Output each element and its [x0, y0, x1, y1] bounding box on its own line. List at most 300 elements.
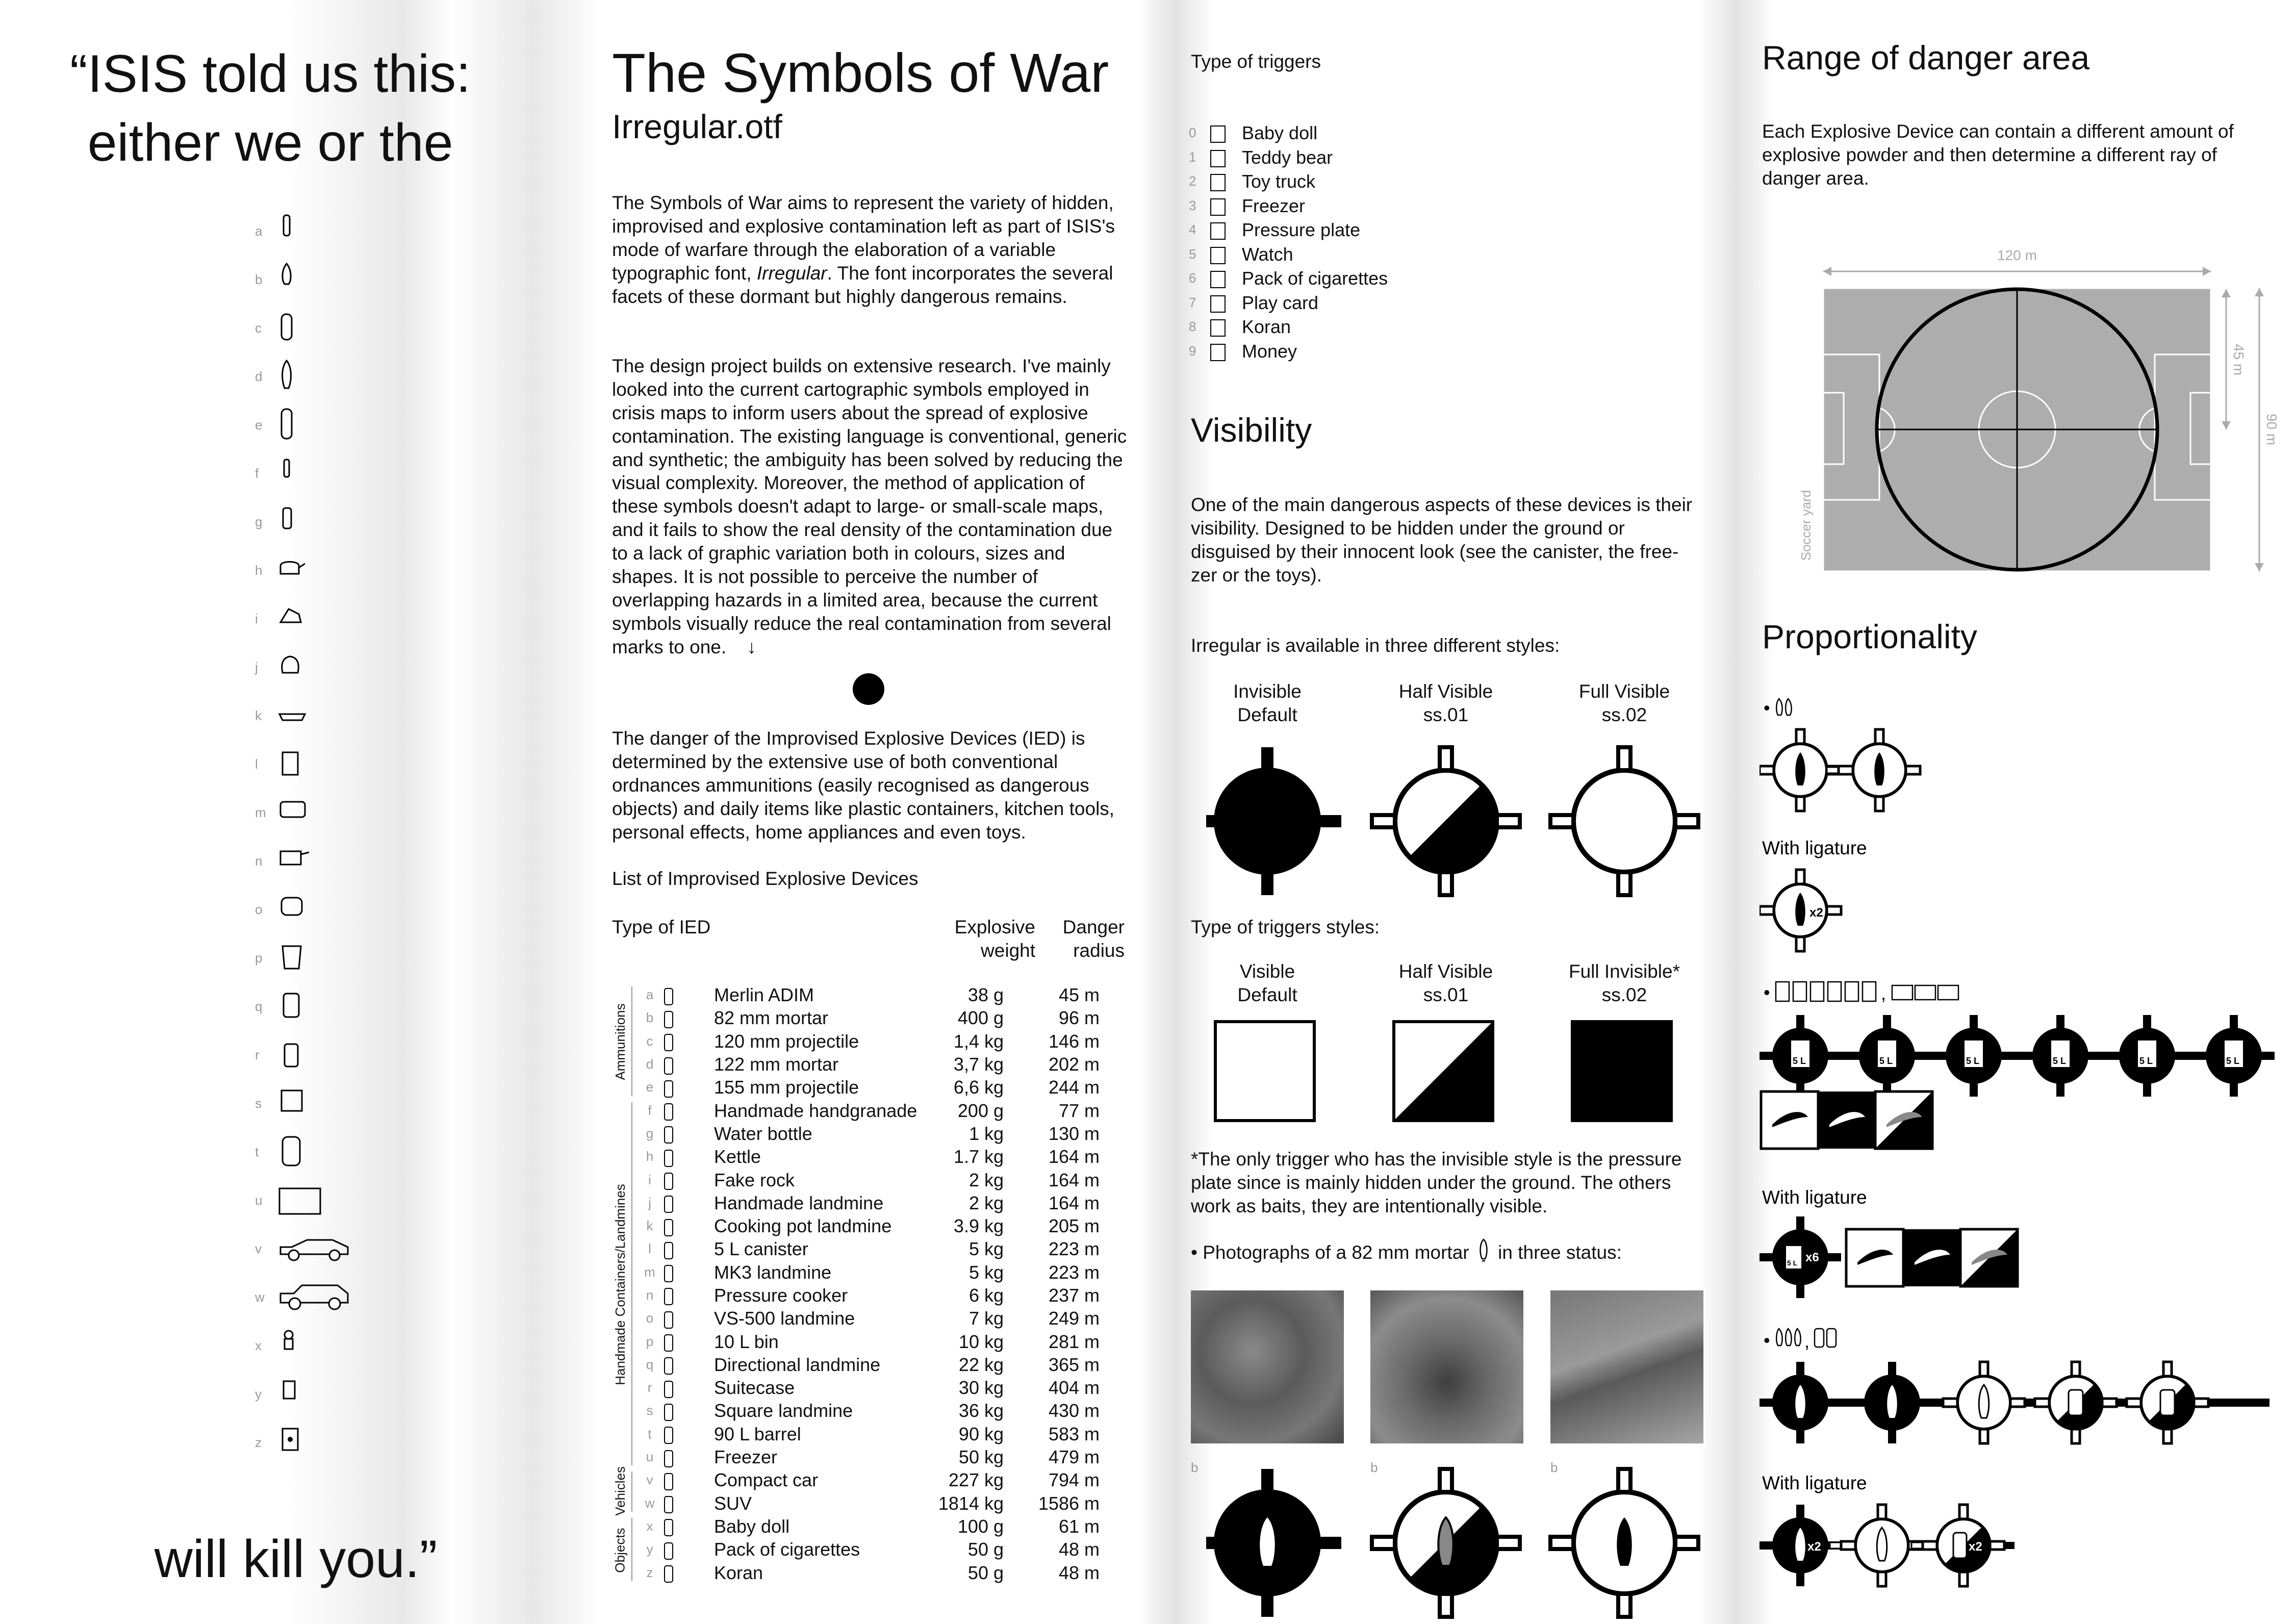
trigger-label: Pack of cigarettes	[1242, 268, 1388, 289]
explosive-weight: 38 g	[967, 984, 1004, 1006]
bullet: •	[1764, 982, 1770, 1003]
table-row	[638, 1053, 1102, 1076]
glyph-letter: c	[255, 320, 262, 336]
trigger-label: Koran	[1242, 316, 1291, 337]
row-letter: j	[648, 1195, 651, 1210]
row-letter: h	[646, 1149, 654, 1164]
ied-name: 155 mm projectile	[714, 1077, 859, 1098]
mixed-marker-row	[1760, 1362, 2270, 1443]
glyph-h	[255, 553, 367, 594]
ied-name: 122 mm mortar	[714, 1054, 839, 1075]
ied-glyph-icon	[662, 983, 712, 1006]
table-row	[638, 1445, 1102, 1468]
row-letter: w	[645, 1495, 655, 1511]
glyph-i-icon	[278, 602, 355, 638]
glyph-n	[255, 844, 367, 885]
glyph-letter: k	[255, 708, 262, 723]
ied-name: Merlin ADIM	[714, 984, 814, 1006]
photo-letter: b	[1550, 1460, 1558, 1475]
danger-radius: 223 m	[1048, 1261, 1100, 1283]
table-row	[638, 1376, 1102, 1399]
danger-radius: 48 m	[1058, 1539, 1100, 1560]
ied-glyph-icon	[662, 1053, 712, 1076]
visible-trigger-square-icon	[1214, 1020, 1316, 1122]
svg-text:5 L: 5 L	[1966, 1056, 1980, 1066]
explosive-weight: 227 kg	[948, 1469, 1004, 1491]
explosive-weight: 5 kg	[968, 1238, 1004, 1260]
row-letter: x	[646, 1518, 653, 1534]
svg-text:x6: x6	[1805, 1251, 1819, 1264]
glyph-letter: f	[255, 466, 259, 481]
explosive-weight: 6,6 kg	[953, 1077, 1004, 1098]
explosive-weight: 400 g	[957, 1007, 1004, 1029]
danger-radius: 583 m	[1048, 1423, 1100, 1444]
trigger-style-label-visible	[1191, 960, 1344, 1007]
proportionality-title: Proportionality	[1762, 618, 1977, 655]
ied-name: Freezer	[714, 1447, 778, 1468]
half-visible-trigger-square-icon	[1392, 1020, 1494, 1122]
trigger-item	[1188, 339, 1388, 364]
ied-name: 90 L barrel	[714, 1423, 801, 1444]
ied-glyph-icon	[662, 1445, 712, 1468]
table-row	[638, 1353, 1102, 1376]
explosive-weight: 36 kg	[958, 1400, 1004, 1422]
row-letter: q	[646, 1356, 654, 1372]
col-radius-header: Danger radius	[1062, 917, 1125, 961]
glyph-letter: j	[255, 659, 258, 675]
ligature-label: With ligature	[1762, 1187, 1867, 1208]
half-visible-style-marker-icon	[1372, 747, 1520, 895]
explosive-weight: 2 kg	[968, 1192, 1004, 1213]
ied-name: 5 L canister	[714, 1238, 808, 1260]
intro-paragraph-1	[612, 191, 1127, 308]
explosive-weight: 7 kg	[968, 1308, 1004, 1329]
table-row	[638, 1006, 1102, 1029]
caption-text: in three status:	[1498, 1242, 1622, 1263]
svg-text:x2: x2	[1809, 906, 1823, 920]
glyph-e-icon	[278, 408, 355, 444]
trigger-label: Pressure plate	[1242, 219, 1361, 240]
explosive-weight: 90 kg	[958, 1423, 1004, 1444]
ied-glyph-icon	[662, 1561, 712, 1584]
ied-name: Water bottle	[714, 1123, 812, 1144]
glyph-j-icon	[278, 650, 355, 686]
style-label-full	[1548, 680, 1701, 727]
glyph-n-icon	[278, 844, 355, 880]
style-name: Half Visible	[1398, 681, 1493, 702]
glyph-letter: r	[255, 1047, 260, 1062]
ied-table	[638, 983, 1102, 1584]
proportionality-diagram	[1760, 694, 2290, 1612]
row-letter: p	[646, 1333, 654, 1349]
danger-radius: 794 m	[1048, 1469, 1100, 1491]
style-name: Full Invisible*	[1569, 961, 1680, 982]
glyph-l-icon	[278, 747, 355, 783]
row-letter: k	[646, 1218, 653, 1234]
ied-name: Handmade handgranade	[714, 1100, 917, 1121]
font-name-inline: Irregular	[756, 262, 827, 284]
triggers-list	[1188, 121, 1388, 363]
danger-radius: 404 m	[1048, 1377, 1100, 1399]
ligature-label: With ligature	[1762, 1473, 1867, 1493]
ied-glyph-icon	[662, 1261, 712, 1284]
explosive-weight: 30 kg	[958, 1377, 1004, 1399]
table-row	[638, 1122, 1102, 1145]
glyph-x	[255, 1329, 367, 1369]
mortar-pair-glyph-icon	[1776, 699, 1791, 715]
ied-glyph-icon	[662, 1538, 712, 1561]
ied-glyph-icon	[662, 1076, 712, 1099]
ied-name: Directional landmine	[714, 1354, 881, 1375]
svg-text:5 L: 5 L	[1787, 1259, 1798, 1267]
trigger-glyph-icon	[1210, 145, 1241, 170]
glyph-d-icon	[278, 360, 355, 395]
ligature-pressure-plate-icon	[1846, 1229, 2018, 1286]
glyph-w	[255, 1280, 367, 1321]
danger-radius: 223 m	[1048, 1238, 1100, 1260]
table-row	[638, 1261, 1102, 1284]
row-letter: i	[648, 1172, 651, 1187]
style-name: Full Visible	[1578, 681, 1670, 702]
marker-white-mortar-icon	[1839, 729, 1920, 811]
glyph-letter: l	[255, 756, 258, 772]
glyph-j	[255, 650, 367, 691]
style-label-half	[1369, 680, 1522, 727]
ied-name: Koran	[714, 1562, 763, 1583]
trigger-style-label-half	[1369, 960, 1522, 1007]
ied-glyph-icon	[662, 1492, 712, 1515]
danger-radius: 45 m	[1058, 984, 1100, 1006]
table-row	[638, 1399, 1102, 1422]
intro-text: . The font incorporates the several facets of these dormant but highly dangerous remains.	[612, 262, 1113, 307]
texture-band	[449, 0, 602, 1624]
trigger-note: *The only trigger who has the invisible style is the pressure plate since is mainly hidden under the ground. The others work as baits, they are intentionally visible.	[1191, 1149, 1682, 1216]
mixed-glyphs-icon	[1776, 1329, 1836, 1352]
style-code: Default	[1237, 984, 1297, 1005]
range-text: Each Explosive Device can contain a different amount of explosive powder and then determine a different ray of danger area.	[1762, 121, 2234, 189]
photo-letter: b	[1370, 1460, 1378, 1475]
svg-text:x2: x2	[1969, 1540, 1982, 1554]
ied-name: SUV	[714, 1492, 752, 1514]
ied-glyph-icon	[662, 1284, 712, 1307]
glyph-l	[255, 747, 367, 788]
explosive-weight: 50 g	[967, 1562, 1004, 1583]
explosive-weight: 1,4 kg	[953, 1030, 1004, 1052]
ied-name: Pack of cigarettes	[714, 1539, 860, 1560]
ied-name: 120 mm projectile	[714, 1030, 859, 1052]
glyph-q-icon	[278, 989, 355, 1025]
trigger-item	[1188, 121, 1388, 145]
ied-name: Square landmine	[714, 1400, 853, 1422]
glyph-v-icon	[278, 1232, 355, 1267]
ied-glyph-icon	[662, 1515, 712, 1538]
trigger-number: 2	[1189, 173, 1196, 189]
glyph-c-icon	[278, 311, 355, 347]
svg-text:,: ,	[1804, 1331, 1810, 1352]
danger-radius: 96 m	[1058, 1007, 1100, 1029]
comma: ,	[1881, 983, 1886, 1004]
glyph-letter: q	[255, 999, 263, 1014]
glyph-letter: w	[255, 1289, 265, 1305]
trigger-number: 5	[1189, 246, 1196, 262]
ied-glyph-icon	[662, 1191, 712, 1214]
explosive-weight: 5 kg	[968, 1261, 1004, 1283]
ied-glyph-icon	[662, 1122, 712, 1145]
glyph-u	[255, 1183, 367, 1224]
glyph-letter: g	[255, 514, 263, 529]
glyph-f	[255, 456, 367, 497]
trigger-glyph-icon	[1210, 339, 1241, 364]
glyph-g	[255, 505, 367, 546]
glyph-f-icon	[278, 456, 355, 492]
trigger-label: Toy truck	[1242, 171, 1316, 192]
explosive-weight: 1.7 kg	[953, 1146, 1004, 1168]
trigger-item	[1188, 218, 1388, 242]
intro-paragraph-3: The danger of the Improvised Explosive Devices (IED) is determined by the extensive use of both conventional ordnances ammunitions (easily recognised as dangerous objects) and daily items like plastic containers, kitchen tools, personal effects, home appliances and even toys.	[612, 728, 1115, 843]
glyph-b-icon	[278, 263, 355, 298]
table-row	[638, 1468, 1102, 1491]
table-row	[638, 1168, 1102, 1191]
glyph-k-icon	[278, 699, 355, 734]
mortar-style-markers	[1206, 1466, 1716, 1619]
row-letter: e	[646, 1079, 654, 1095]
mortar-glyph-icon	[1477, 1238, 1490, 1263]
glyph-v	[255, 1232, 367, 1273]
trigger-number: 4	[1189, 222, 1196, 237]
glyph-o-icon	[278, 893, 355, 928]
glyph-i	[255, 602, 367, 643]
danger-radius: 281 m	[1048, 1331, 1100, 1352]
ied-name: MK3 landmine	[714, 1261, 832, 1283]
ied-glyph-icon	[662, 1099, 712, 1122]
ied-glyph-icon	[662, 1307, 712, 1330]
group-divider	[631, 986, 632, 1096]
glyph-letter: o	[255, 902, 263, 917]
quote-top	[31, 40, 510, 177]
svg-text:5 L: 5 L	[1879, 1056, 1893, 1066]
glyph-t	[255, 1135, 367, 1176]
trigger-style-label-invisible	[1548, 960, 1701, 1007]
explosive-weight: 1 kg	[968, 1123, 1004, 1144]
down-arrow-icon: ↓	[747, 636, 756, 657]
glyph-d	[255, 360, 367, 400]
glyph-letter: b	[255, 272, 263, 287]
row-letter: t	[648, 1426, 652, 1441]
trigger-label: Teddy bear	[1242, 146, 1333, 168]
styles-intro: Irregular is available in three different styles:	[1191, 635, 1560, 656]
visibility-text: One of the main dangerous aspects of these devices is their visibility. Designed to be hidden under the ground or disguised by their innocent look (see the canister, the free-zer or the toys).	[1191, 494, 1693, 586]
glyph-h-icon	[278, 553, 355, 589]
bullet: •	[1764, 1330, 1770, 1351]
table-row	[638, 1330, 1102, 1353]
group-label: Vehicles	[612, 1466, 628, 1516]
trigger-number: 9	[1189, 343, 1196, 359]
glyph-m	[255, 796, 367, 836]
trigger-label: Baby doll	[1242, 122, 1318, 143]
trigger-item	[1188, 291, 1388, 315]
row-letter: m	[644, 1264, 655, 1280]
trigger-glyph-icon	[1210, 242, 1241, 267]
range-title: Range of danger area	[1762, 39, 2090, 77]
group-label: Handmade Containers/Landmines	[612, 1184, 628, 1385]
col-type-header: Type of IED	[612, 917, 711, 937]
group-divider	[631, 1102, 632, 1466]
svg-text:5 L: 5 L	[1793, 1056, 1806, 1066]
ied-glyph-icon	[662, 1399, 712, 1422]
glyph-letter: u	[255, 1192, 263, 1208]
style-name: Visible	[1239, 961, 1295, 982]
ied-glyph-icon	[662, 1168, 712, 1191]
trigger-number: 0	[1189, 125, 1196, 140]
style-code: ss.02	[1601, 984, 1647, 1005]
table-row	[638, 1515, 1102, 1538]
table-row	[638, 1191, 1102, 1214]
glyph-z	[255, 1426, 367, 1466]
visibility-title: Visibility	[1191, 411, 1312, 449]
glyph-letter: a	[255, 223, 263, 239]
mortar-half-marker-icon	[1372, 1469, 1520, 1617]
table-row	[638, 1030, 1102, 1053]
photo-mortar-buried	[1191, 1290, 1344, 1443]
glyph-e	[255, 408, 367, 449]
ied-glyph-icon	[662, 1423, 712, 1445]
intro-paragraph-2	[612, 354, 1127, 658]
table-row	[638, 1492, 1102, 1515]
glyph-letter: n	[255, 853, 263, 869]
field-label: Soccer yard	[1798, 490, 1814, 561]
explosive-weight: 100 g	[957, 1515, 1004, 1537]
ied-name: Cooking pot landmine	[714, 1215, 892, 1237]
trigger-glyph-icon	[1210, 169, 1241, 194]
glyph-z-icon	[278, 1426, 355, 1461]
table-row	[638, 1099, 1102, 1122]
table-caption: List of Improvised Explosive Devices	[612, 868, 919, 889]
photo-mortar-half	[1370, 1290, 1523, 1443]
trigger-glyph-icon	[1210, 194, 1241, 218]
glyph-o	[255, 893, 367, 933]
glyph-w-icon	[278, 1280, 355, 1316]
style-label-invisible	[1191, 680, 1344, 727]
danger-radius: 237 m	[1048, 1285, 1100, 1306]
danger-radius: 77 m	[1058, 1100, 1100, 1121]
ied-name: Baby doll	[714, 1515, 790, 1537]
canister-glyphs-icon	[1776, 982, 1876, 1001]
cigarette-glyphs-icon	[1892, 985, 1958, 1000]
ied-name: 10 L bin	[714, 1331, 779, 1352]
ied-name: 82 mm mortar	[714, 1007, 829, 1029]
trigger-glyph-icon	[1210, 121, 1241, 145]
ied-glyph-icon	[662, 1330, 712, 1353]
glyph-p-icon	[278, 941, 355, 977]
table-row	[638, 1237, 1102, 1260]
quote-line-3: will kill you.”	[154, 1530, 438, 1589]
style-name: Half Visible	[1398, 961, 1493, 982]
svg-text:x2: x2	[1807, 1540, 1821, 1554]
table-row	[638, 1145, 1102, 1168]
glyph-x-icon	[278, 1329, 355, 1364]
trigger-glyph-icon	[1210, 291, 1241, 315]
table-row	[638, 1076, 1102, 1099]
ied-glyph-icon	[662, 1468, 712, 1491]
trigger-label: Watch	[1242, 243, 1293, 265]
explosive-weight: 10 kg	[958, 1331, 1004, 1352]
row-letter: s	[646, 1403, 653, 1418]
danger-radius: 430 m	[1048, 1400, 1100, 1422]
ligature-mortar-x2-icon	[1760, 870, 1841, 951]
row-letter: r	[647, 1380, 652, 1395]
canister-marker-row	[1760, 1015, 2275, 1097]
ied-name: Fake rock	[714, 1169, 795, 1190]
ied-glyph-icon	[662, 1006, 712, 1029]
glyph-letter: t	[255, 1144, 259, 1159]
glyph-b	[255, 263, 367, 303]
glyph-t-icon	[278, 1135, 355, 1171]
mortar-invisible-marker-icon	[1206, 1469, 1341, 1617]
group-divider	[631, 1471, 632, 1512]
table-row	[638, 1423, 1102, 1445]
style-name: Invisible	[1233, 681, 1302, 702]
trigger-styles-title: Type of triggers styles:	[1191, 917, 1380, 937]
ligature-label: With ligature	[1762, 838, 1867, 858]
mortar-full-marker-icon	[1550, 1469, 1698, 1617]
svg-text:5 L: 5 L	[2139, 1056, 2153, 1066]
danger-radius: 249 m	[1048, 1308, 1100, 1329]
ied-name: Handmade landmine	[714, 1192, 884, 1213]
trigger-number: 3	[1189, 197, 1196, 213]
ied-glyph-icon	[662, 1376, 712, 1399]
trigger-number: 1	[1189, 149, 1196, 165]
table-row	[638, 983, 1102, 1006]
glyph-letter: d	[255, 369, 263, 384]
group-label: Ammunitions	[612, 1003, 628, 1080]
glyph-a-icon	[278, 214, 355, 250]
full-visible-style-marker-icon	[1550, 747, 1698, 895]
ied-glyph-icon	[662, 1237, 712, 1260]
style-code: Default	[1237, 704, 1297, 725]
trigger-glyph-icon	[1210, 218, 1241, 242]
danger-radius: 202 m	[1048, 1054, 1100, 1075]
ied-glyph-icon	[662, 1030, 712, 1053]
page-title: The Symbols of War	[612, 42, 1109, 104]
ligature-canister-x6-icon	[1760, 1216, 1841, 1298]
style-code: ss.02	[1601, 704, 1647, 725]
explosive-weight: 200 g	[957, 1100, 1004, 1121]
radius-label: 45 m	[2231, 343, 2247, 376]
glyph-y	[255, 1377, 367, 1418]
glyph-letter: e	[255, 417, 263, 433]
glyph-r	[255, 1038, 367, 1079]
glyph-m-icon	[278, 796, 355, 831]
trigger-item	[1188, 242, 1388, 267]
photos-caption	[1191, 1238, 1622, 1264]
explosive-weight: 3.9 kg	[953, 1215, 1004, 1237]
svg-text:5 L: 5 L	[2053, 1056, 2067, 1066]
trigger-label: Freezer	[1242, 195, 1306, 216]
photo-letter: b	[1191, 1460, 1198, 1475]
trigger-label: Money	[1242, 340, 1297, 362]
ied-glyph-icon	[662, 1145, 712, 1168]
row-letter: z	[646, 1564, 653, 1580]
ied-name: VS-500 landmine	[714, 1308, 855, 1329]
intro-text: The Symbols of War aims to represent the variety of hidden, improvised and explosive contamination left as part of ISIS's mode of warfare through the elaboration of a variable typographic font,	[612, 192, 1115, 284]
row-letter: l	[648, 1241, 651, 1257]
table-row	[638, 1214, 1102, 1237]
style-code: ss.01	[1423, 984, 1469, 1005]
trigger-number: 8	[1189, 319, 1196, 334]
row-letter: d	[646, 1056, 654, 1072]
ied-name: Suitecase	[714, 1377, 795, 1399]
glyph-k	[255, 699, 367, 740]
